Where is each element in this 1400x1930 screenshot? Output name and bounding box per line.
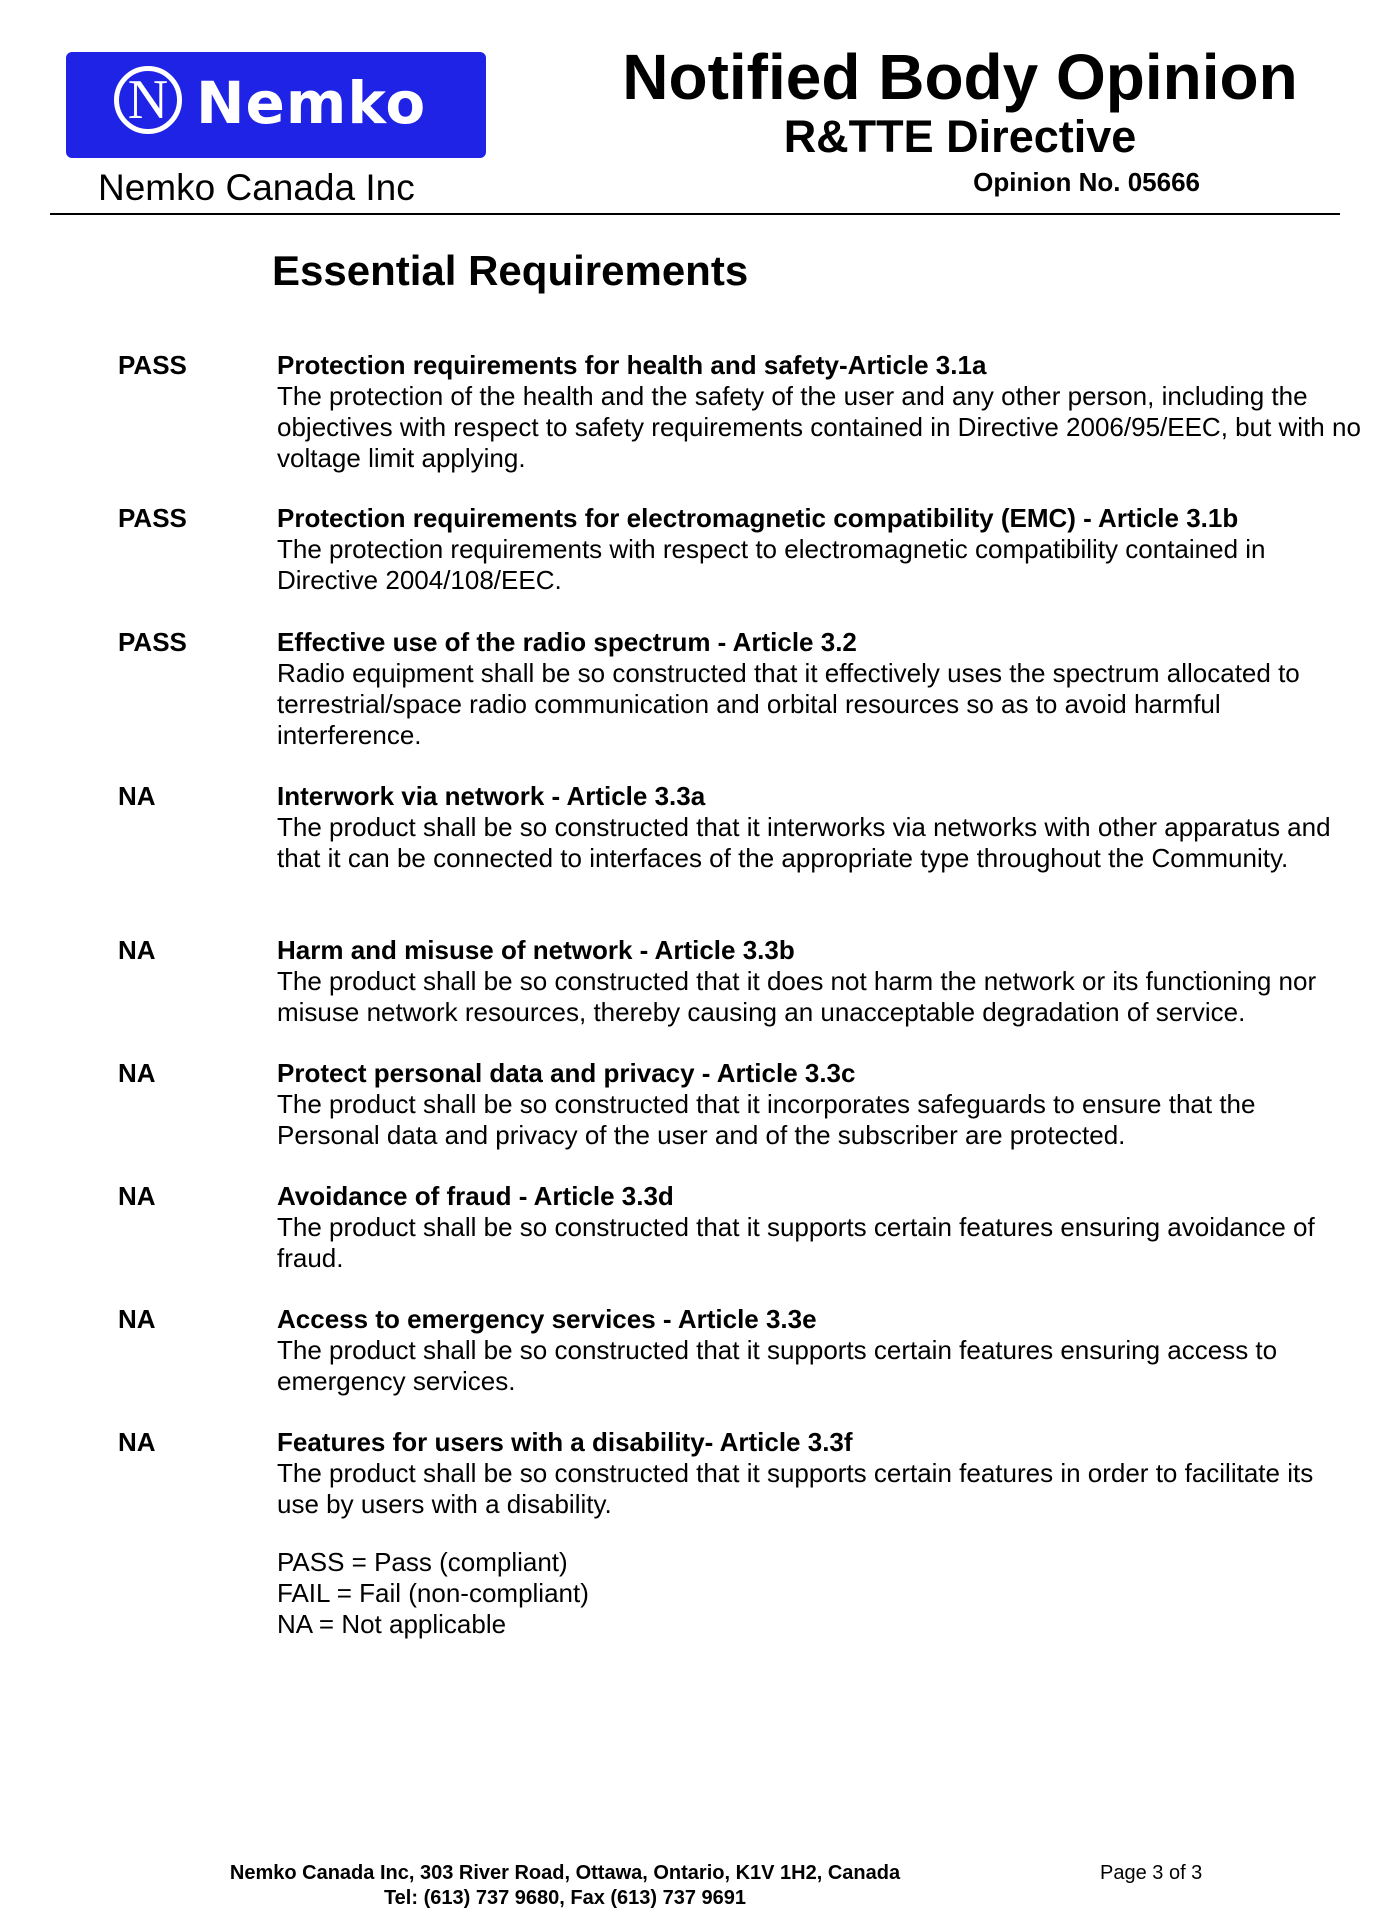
requirement-status: NA xyxy=(118,935,156,965)
requirement-body xyxy=(277,1427,1362,1520)
nemko-logo xyxy=(66,52,486,158)
requirement-text: The product shall be so constructed that it supports certain features in order to facilitate its use by users with a disability. xyxy=(277,1458,1314,1519)
opinion-number: Opinion No. 05666 xyxy=(973,167,1200,197)
legend-fail: FAIL = Fail (non-compliant) xyxy=(277,1578,589,1608)
footer-contact: Tel: (613) 737 9680, Fax (613) 737 9691 xyxy=(383,1887,747,1909)
status-legend xyxy=(277,1547,589,1640)
logo-wordmark: Nemko xyxy=(196,69,427,137)
requirement-status: NA xyxy=(118,1304,156,1334)
requirement-status: PASS xyxy=(118,503,187,533)
legend-na: NA = Not applicable xyxy=(277,1609,507,1639)
requirement-text: Radio equipment shall be so constructed that it effectively uses the spectrum allocated to terrestrial/space radio communication and orbital resources so as to avoid harmful interference. xyxy=(277,658,1300,750)
requirement-status: NA xyxy=(118,781,156,811)
requirement-text: The product shall be so constructed that it does not harm the network or its functioning nor misuse network resources, thereby causing an unacceptable degradation of service. xyxy=(277,966,1317,1027)
requirement-text: The protection requirements with respect to electromagnetic compatibility contained in Directive 2004/108/EEC. xyxy=(277,534,1266,595)
requirement-title: Interwork via network - Article 3.3a xyxy=(277,781,706,811)
requirement-status: NA xyxy=(118,1181,156,1211)
requirement-body xyxy=(277,781,1362,874)
requirement-status: PASS xyxy=(118,627,187,657)
logo-n-icon: N xyxy=(114,66,182,134)
requirement-title: Avoidance of fraud - Article 3.3d xyxy=(277,1181,674,1211)
requirement-body xyxy=(277,1181,1362,1274)
document-title: Notified Body Opinion xyxy=(622,41,1298,113)
document-subtitle: R&TTE Directive xyxy=(783,111,1137,162)
requirement-body xyxy=(277,627,1362,751)
requirement-text: The product shall be so constructed that it incorporates safeguards to ensure that the Personal data and privacy of the user and of the subscriber are protected. xyxy=(277,1089,1256,1150)
requirement-title: Protection requirements for health and safety-Article 3.1a xyxy=(277,350,987,380)
requirement-body xyxy=(277,1304,1362,1397)
requirement-title: Protect personal data and privacy - Article 3.3c xyxy=(277,1058,856,1088)
requirement-title: Access to emergency services - Article 3.3e xyxy=(277,1304,817,1334)
company-name: Nemko Canada Inc xyxy=(98,167,415,208)
requirement-body xyxy=(277,503,1362,596)
page-number: Page 3 of 3 xyxy=(1100,1862,1203,1884)
requirement-body xyxy=(277,350,1362,474)
requirement-text: The product shall be so constructed that it supports certain features ensuring avoidance of fraud. xyxy=(277,1212,1315,1273)
requirement-title: Harm and misuse of network - Article 3.3b xyxy=(277,935,795,965)
legend-pass: PASS = Pass (compliant) xyxy=(277,1547,568,1577)
requirement-title: Features for users with a disability- Article 3.3f xyxy=(277,1427,853,1457)
footer-address-block xyxy=(150,1861,980,1911)
requirement-text: The product shall be so constructed that it supports certain features ensuring access to emergency services. xyxy=(277,1335,1278,1396)
requirement-status: NA xyxy=(118,1058,156,1088)
footer-address: Nemko Canada Inc, 303 River Road, Ottawa, Ontario, K1V 1H2, Canada xyxy=(229,1862,901,1884)
requirement-title: Protection requirements for electromagnetic compatibility (EMC) - Article 3.1b xyxy=(277,503,1239,533)
requirement-status: NA xyxy=(118,1427,156,1457)
requirement-text: The protection of the health and the safety of the user and any other person, including the objectives with respect to safety requirements contained in Directive 2006/95/EEC, but with no voltage limit applying. xyxy=(277,381,1361,473)
requirement-body xyxy=(277,1058,1362,1151)
requirement-body xyxy=(277,935,1362,1028)
requirement-status: PASS xyxy=(118,350,187,380)
requirement-title: Effective use of the radio spectrum - Article 3.2 xyxy=(277,627,857,657)
section-heading: Essential Requirements xyxy=(272,247,749,294)
header-divider xyxy=(50,213,1340,215)
requirement-text: The product shall be so constructed that it interworks via networks with other apparatus and that it can be connected to interfaces of the appropriate type throughout the Community. xyxy=(277,812,1331,873)
